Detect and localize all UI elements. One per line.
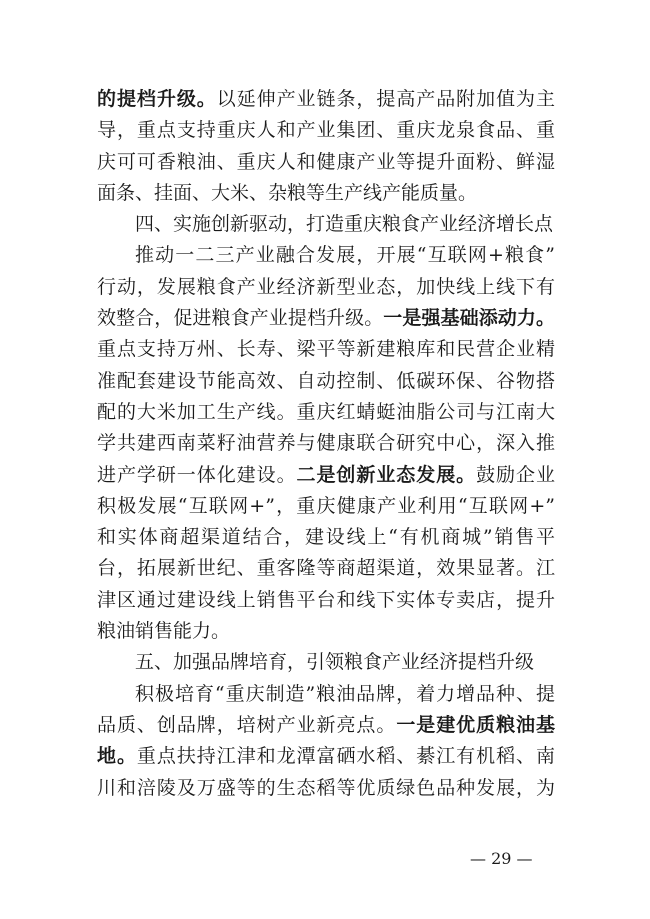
text-segment: 鼓励企业 [476, 463, 555, 486]
text-line [97, 115, 555, 146]
text-line [97, 679, 555, 710]
text-line [97, 460, 555, 491]
page-number: — 29 — [470, 849, 533, 868]
text-segment: 推动一二三产业融合发展，开展“互联网+粮食” [135, 244, 555, 267]
text-segment: 配的大米加工生产线。重庆红蜻蜓油脂公司与江南大 [97, 400, 555, 423]
text-segment: 品质、创品牌，培树产业新亮点。 [97, 713, 397, 736]
bold-text-segment: 一是建优质粮油基 [396, 713, 555, 736]
text-line [97, 397, 555, 428]
text-line [97, 710, 555, 741]
text-line [97, 303, 555, 334]
text-segment: 津区通过建设线上销售平台和线下实体专卖店，提升 [97, 588, 555, 611]
text-segment: 积极培育“重庆制造”粮油品牌，着力增品种、提 [135, 682, 555, 705]
text-segment: 庆可可香粮油、重庆人和健康产业等提升面粉、鲜湿 [97, 150, 555, 173]
text-segment: 重点扶持江津和龙潭富硒水稻、綦江有机稻、南 [136, 745, 555, 768]
text-segment: 积极发展“互联网+”，重庆健康产业利用“互联网+” [97, 494, 555, 517]
text-segment: 学共建西南菜籽油营养与健康联合研究中心，深入推 [97, 432, 555, 455]
text-line [97, 741, 555, 772]
text-line [97, 428, 555, 459]
text-segment: 重点支持万州、长寿、梁平等新建粮库和民营企业精 [97, 338, 555, 361]
text-line [97, 272, 555, 303]
bold-text-segment: 一是强基础添动力。 [383, 307, 555, 330]
text-segment: 和实体商超渠道结合，建设线上“有机商城”销售平 [97, 526, 555, 549]
text-line [97, 178, 555, 209]
section-heading [97, 647, 555, 678]
text-line [97, 553, 555, 584]
text-segment: 行动，发展粮食产业经济新型业态，加快线上线下有 [97, 275, 555, 298]
text-segment: 五、加强品牌培育，引领粮食产业经济提档升级 [135, 651, 535, 674]
bold-text-segment: 的提档升级。 [97, 88, 217, 110]
text-line [97, 585, 555, 616]
text-segment: 面条、挂面、大米、杂粮等生产线产能质量。 [97, 181, 478, 204]
section-heading [97, 209, 555, 240]
text-segment: 准配套建设节能高效、自动控制、低碳环保、谷物搭 [97, 369, 555, 392]
text-line [97, 773, 555, 804]
bold-text-segment: 地。 [97, 745, 137, 768]
text-line [97, 84, 555, 115]
text-line [97, 147, 555, 178]
text-segment: 台，拓展新世纪、重客隆等商超渠道，效果显著。江 [97, 557, 555, 580]
text-line [97, 240, 555, 271]
text-line [97, 334, 555, 365]
text-segment: 进产学研一体化建设。 [97, 463, 297, 486]
text-line [97, 491, 555, 522]
text-segment: 四、实施创新驱动，打造重庆粮食产业经济增长点 [135, 213, 554, 236]
text-segment: 效整合，促进粮食产业提档升级。 [97, 307, 384, 330]
text-line [97, 616, 555, 647]
text-segment: 导，重点支持重庆人和产业集团、重庆龙泉食品、重 [97, 119, 555, 142]
body-text [97, 84, 555, 804]
text-line [97, 366, 555, 397]
text-segment: 以延伸产业链条，提高产品附加值为主 [216, 88, 555, 110]
bold-text-segment: 二是创新业态发展。 [296, 463, 477, 486]
text-segment: 粮油销售能力。 [97, 620, 231, 643]
text-segment: 川和涪陵及万盛等的生态稻等优质绿色品种发展，为 [97, 776, 555, 799]
text-line [97, 522, 555, 553]
